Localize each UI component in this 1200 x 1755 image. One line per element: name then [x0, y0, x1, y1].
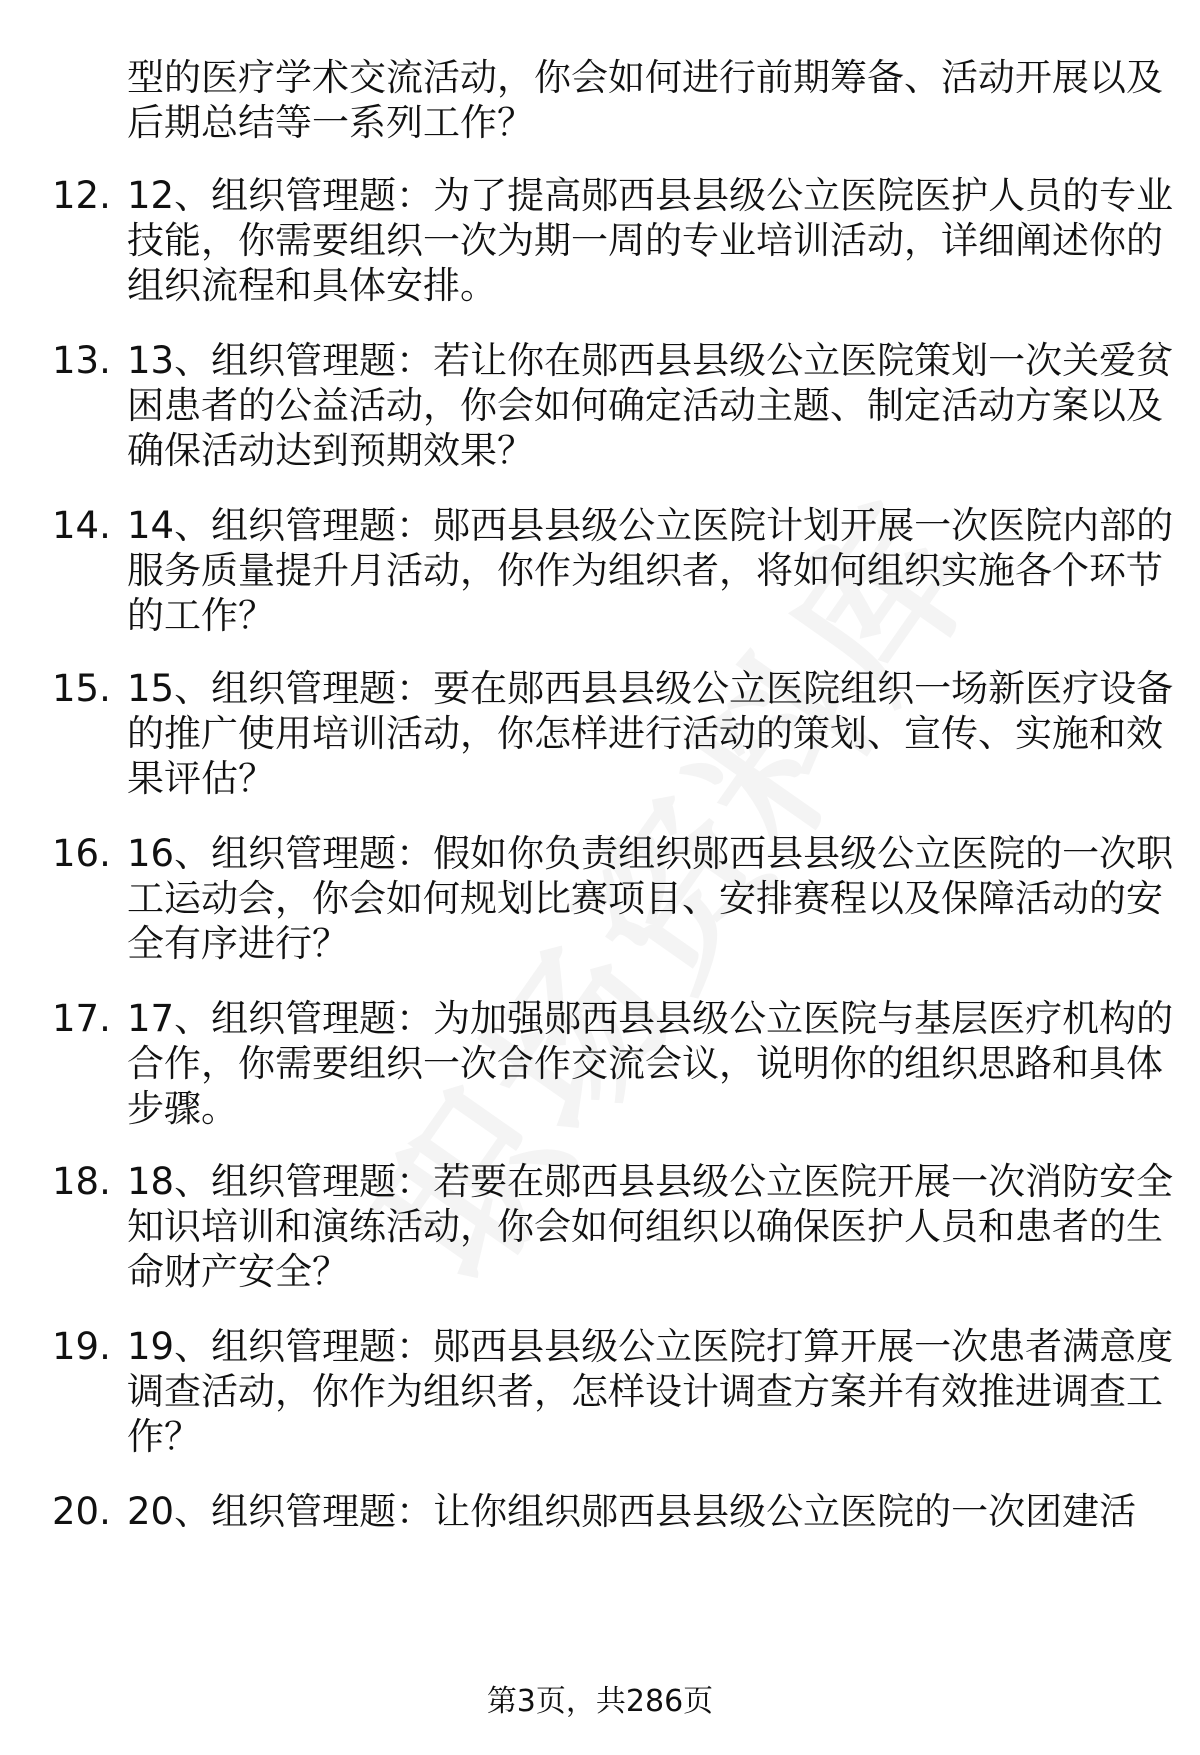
question-line: 确保活动达到预期效果？ — [127, 429, 534, 472]
question-number: 15. — [52, 667, 111, 710]
question-line: 步骤。 — [127, 1087, 238, 1130]
continued-line: 后期总结等一系列工作？ — [127, 101, 534, 144]
question-line: 的工作？ — [127, 594, 275, 637]
question-line: 合作，你需要组织一次合作交流会议，说明你的组织思路和具体 — [127, 1042, 1163, 1085]
question-number: 14. — [52, 504, 111, 547]
question-line: 19、组织管理题：郧西县县级公立医院打算开展一次患者满意度 — [127, 1325, 1174, 1368]
page-footer: 第3页，共286页 — [486, 1684, 714, 1719]
question-line: 13、组织管理题：若让你在郧西县县级公立医院策划一次关爱贫 — [127, 339, 1174, 382]
question-line: 知识培训和演练活动，你会如何组织以确保医护人员和患者的生 — [127, 1205, 1163, 1248]
question-number: 17. — [52, 997, 111, 1040]
question-line: 20、组织管理题：让你组织郧西县县级公立医院的一次团建活 — [127, 1490, 1137, 1533]
question-number: 16. — [52, 832, 111, 875]
question-line: 14、组织管理题：郧西县县级公立医院计划开展一次医院内部的 — [127, 504, 1174, 547]
question-line: 技能，你需要组织一次为期一周的专业培训活动，详细阐述你的 — [127, 219, 1163, 262]
question-line: 工运动会，你会如何规划比赛项目、安排赛程以及保障活动的安 — [127, 877, 1163, 920]
question-line: 命财产安全？ — [127, 1250, 349, 1293]
question-line: 18、组织管理题：若要在郧西县县级公立医院开展一次消防安全 — [127, 1160, 1174, 1203]
question-line: 全有序进行？ — [127, 922, 349, 965]
question-number: 19. — [52, 1325, 111, 1368]
question-line: 作？ — [127, 1415, 201, 1458]
question-line: 12、组织管理题：为了提高郧西县县级公立医院医护人员的专业 — [127, 174, 1174, 217]
question-line: 调查活动，你作为组织者，怎样设计调查方案并有效推进调查工 — [127, 1370, 1163, 1413]
question-number: 18. — [52, 1160, 111, 1203]
question-line: 困患者的公益活动，你会如何确定活动主题、制定活动方案以及 — [127, 384, 1163, 427]
question-line: 服务质量提升月活动，你作为组织者，将如何组织实施各个环节 — [127, 549, 1163, 592]
question-line: 的推广使用培训活动，你怎样进行活动的策划、宣传、实施和效 — [127, 712, 1163, 755]
continued-line: 型的医疗学术交流活动，你会如何进行前期筹备、活动开展以及 — [127, 56, 1163, 99]
question-line: 组织流程和具体安排。 — [127, 264, 497, 307]
question-number: 13. — [52, 339, 111, 382]
question-line: 17、组织管理题：为加强郧西县县级公立医院与基层医疗机构的 — [127, 997, 1174, 1040]
question-number: 20. — [52, 1490, 111, 1533]
question-line: 16、组织管理题：假如你负责组织郧西县县级公立医院的一次职 — [127, 832, 1174, 875]
question-number: 12. — [52, 174, 111, 217]
question-line: 果评估？ — [127, 757, 275, 800]
question-line: 15、组织管理题：要在郧西县县级公立医院组织一场新医疗设备 — [127, 667, 1174, 710]
